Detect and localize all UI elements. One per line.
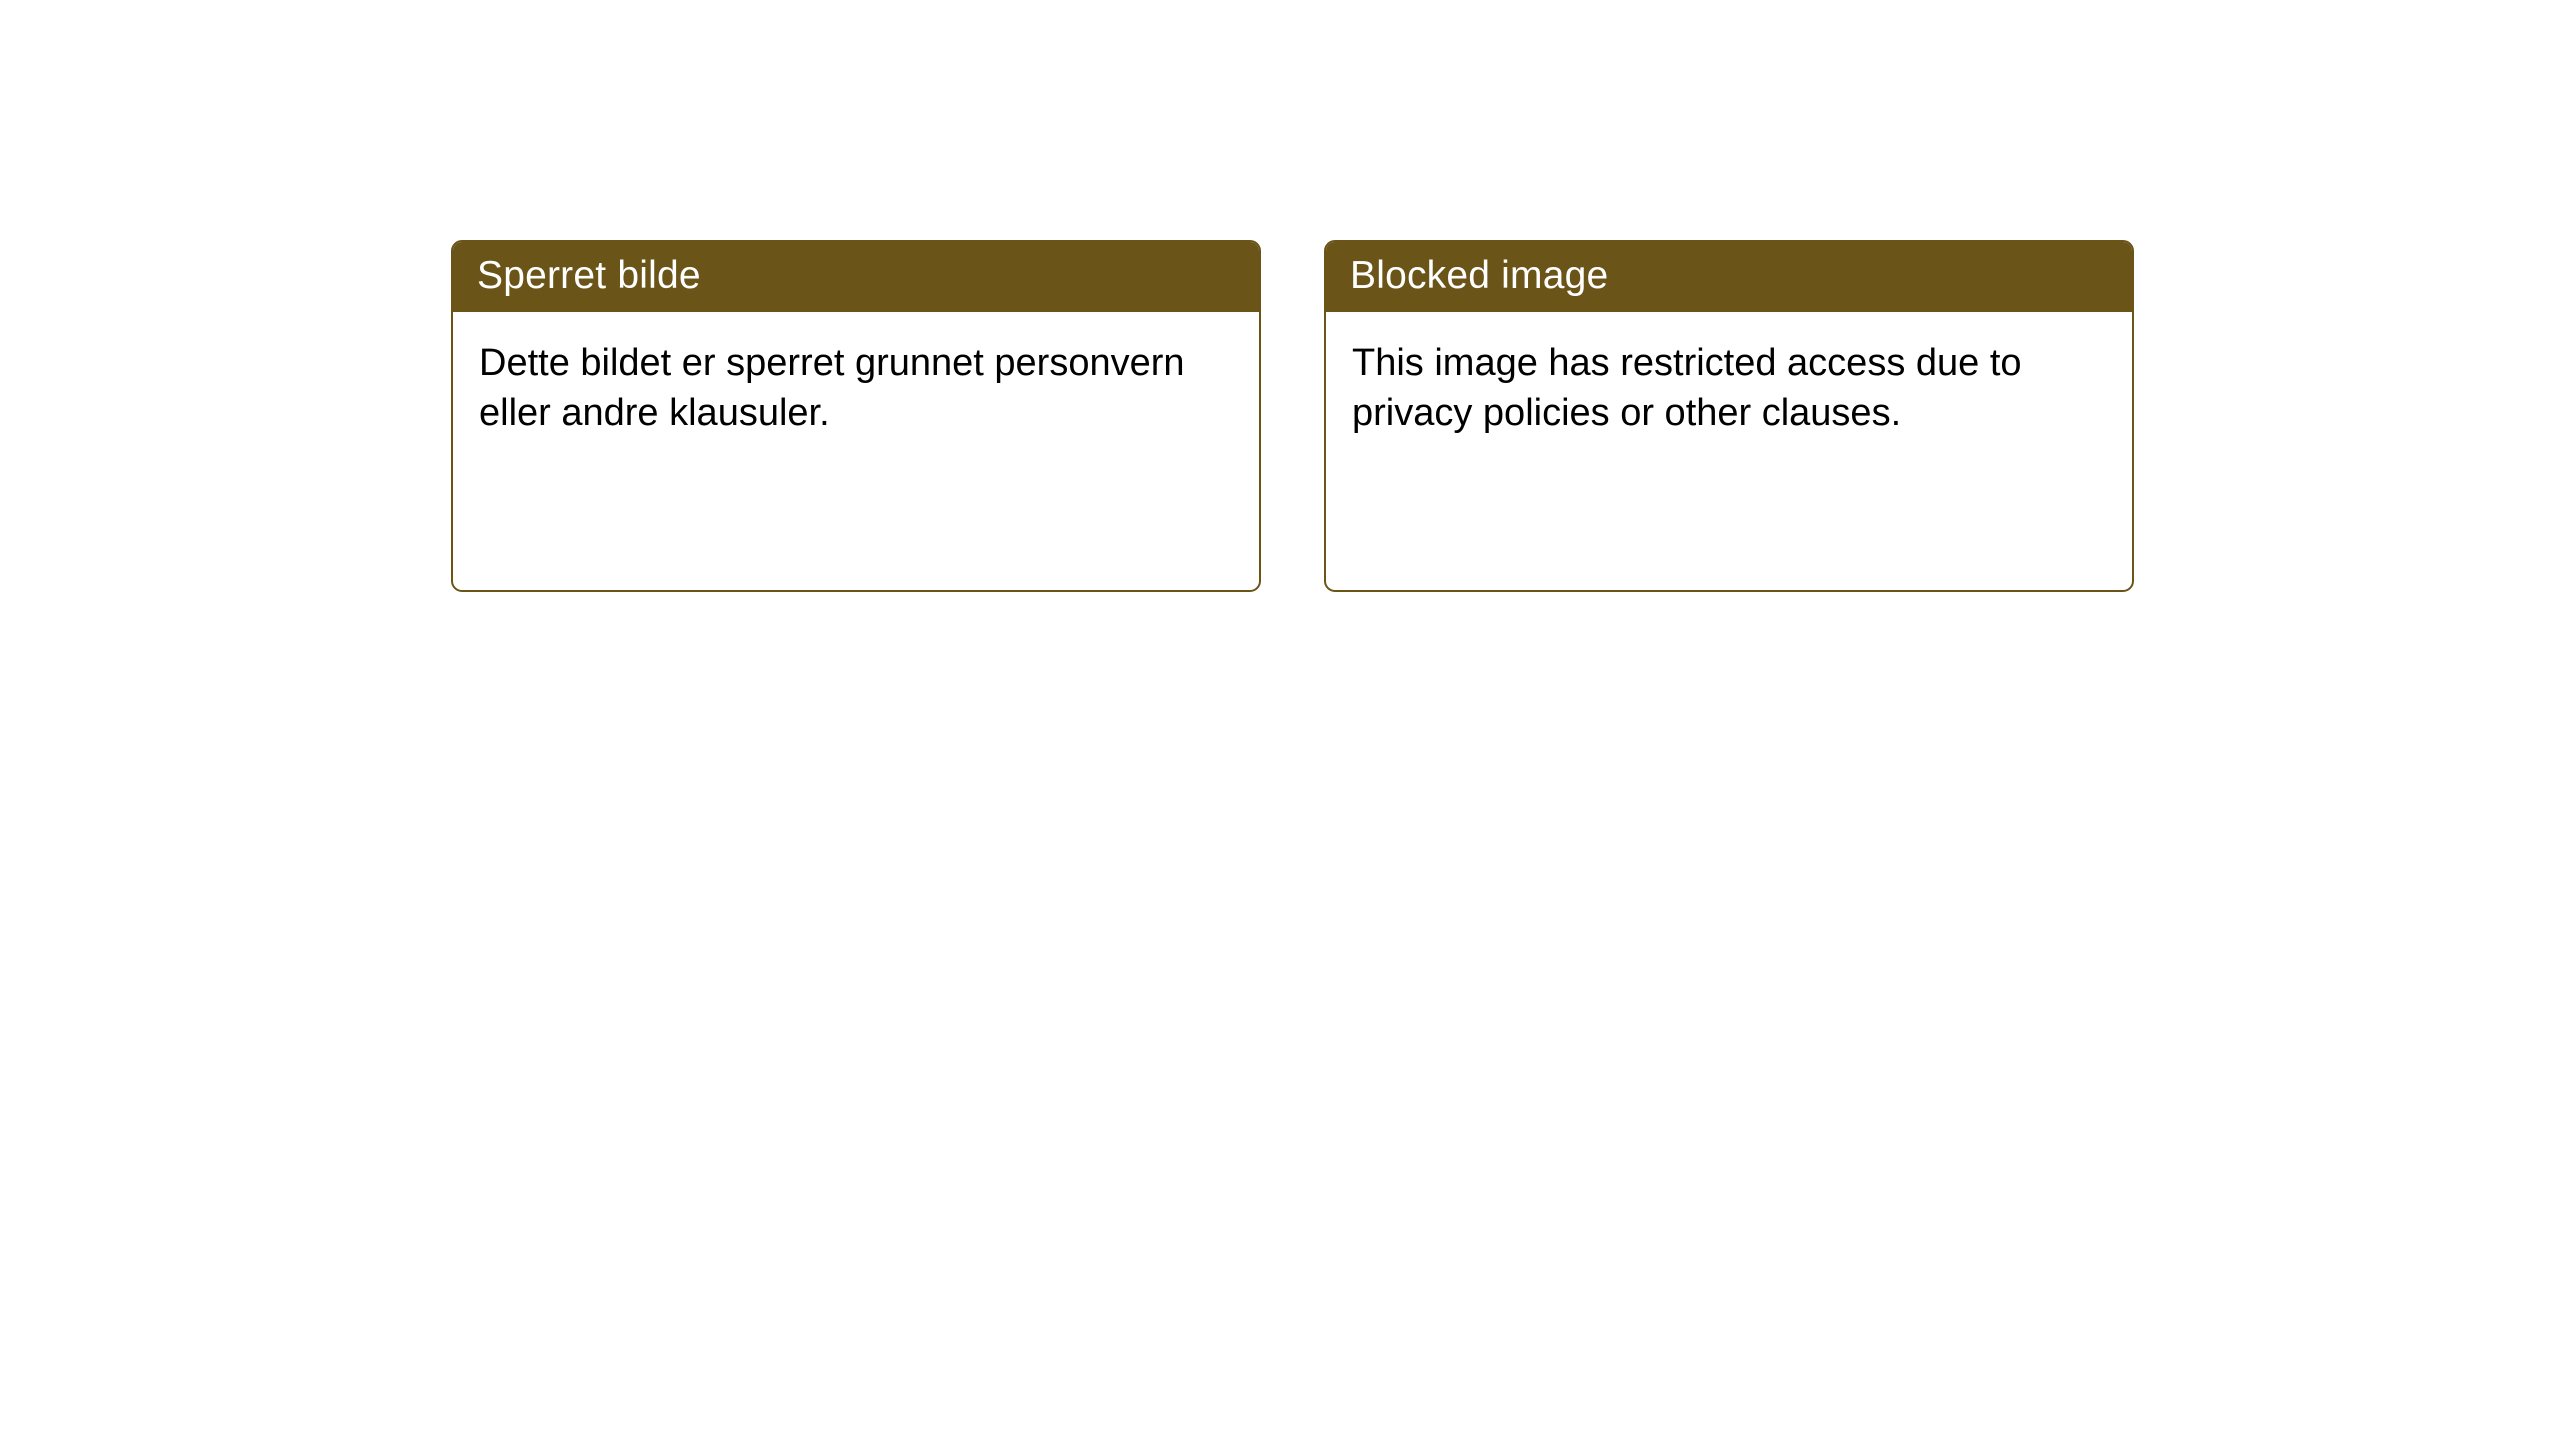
notice-body-no xyxy=(453,312,1259,438)
blocked-image-notice-no xyxy=(451,240,1261,592)
notice-body-text-en: This image has restricted access due to privacy policies or other clauses. xyxy=(1352,342,2022,435)
notice-body-text-no: Dette bildet er sperret grunnet personvern eller andre klausuler. xyxy=(479,342,1185,435)
notice-body-en xyxy=(1326,312,2132,438)
blocked-image-notice-en xyxy=(1324,240,2134,592)
notice-title-en: Blocked image xyxy=(1326,242,2132,312)
notice-title-no: Sperret bilde xyxy=(453,242,1259,312)
notice-panels xyxy=(451,240,2134,592)
